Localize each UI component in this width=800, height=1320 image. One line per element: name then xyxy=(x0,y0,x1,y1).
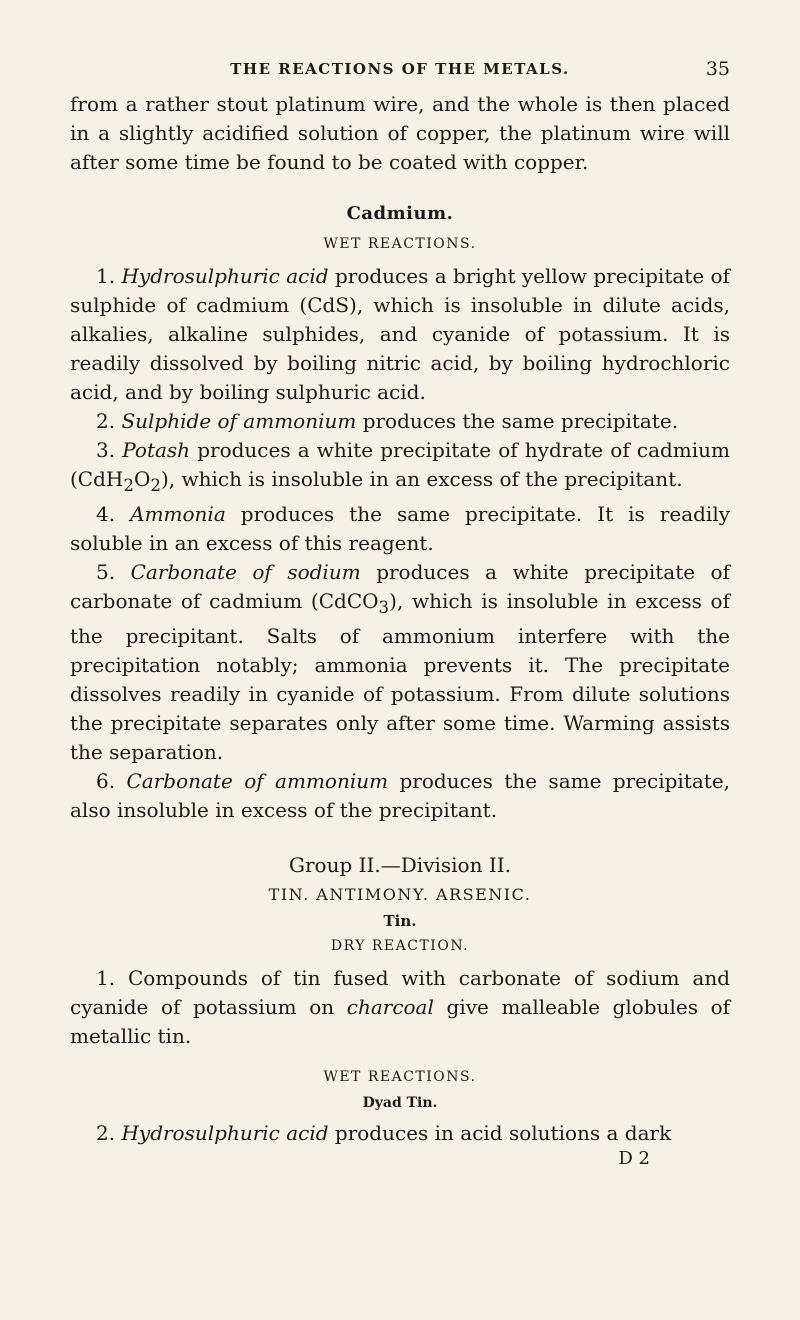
running-head xyxy=(70,0,730,90)
item-number: 3. xyxy=(96,438,116,462)
section-title-cadmium: Cadmium. xyxy=(346,203,454,224)
item-text: produces the same precipitate. xyxy=(362,409,679,433)
item-number: 1. xyxy=(96,264,116,288)
formula-subscript: 2 xyxy=(150,476,161,495)
cadmium-item-1 xyxy=(70,262,730,407)
section-title-tin: Tin. xyxy=(383,912,417,930)
page-number: 35 xyxy=(705,58,730,80)
wet-reactions-heading: WET REACTIONS. xyxy=(323,236,477,252)
item-text: produces the same precipitate. It is readily soluble in an excess of this reagent. xyxy=(70,502,731,555)
reagent-name: Carbonate of ammonium xyxy=(126,769,389,793)
tin-item-2 xyxy=(70,1119,730,1148)
item-number: 2. xyxy=(96,409,116,433)
item-text: produces the same precipitate, also insoluble in excess of the precipitant. xyxy=(70,769,731,822)
reagent-name: Hydrosulphuric acid xyxy=(121,264,329,288)
cadmium-item-4 xyxy=(70,500,730,558)
item-text: produces a white precipitate of hydrate of cadmium (CdH xyxy=(70,438,731,491)
group-heading: Group II.—Division II. xyxy=(288,853,511,877)
item-number: 4. xyxy=(96,502,116,526)
running-head-title: THE REACTIONS OF THE METALS. xyxy=(230,60,570,78)
reagent-name: Sulphide of ammonium xyxy=(121,409,357,433)
dry-reaction-heading: DRY REACTION. xyxy=(330,938,470,954)
item-number: 1. xyxy=(96,966,116,990)
item-number: 5. xyxy=(96,560,116,584)
reagent-name: Potash xyxy=(122,438,191,462)
emphasis: charcoal xyxy=(346,995,434,1019)
dyad-tin-heading: Dyad Tin. xyxy=(362,1095,438,1111)
cadmium-item-5 xyxy=(70,558,730,767)
item-number: 2. xyxy=(96,1121,116,1145)
item-number: 6. xyxy=(96,769,116,793)
formula-subscript: 2 xyxy=(123,476,134,495)
formula-part: O xyxy=(133,467,151,491)
cadmium-item-6 xyxy=(70,767,730,825)
opening-paragraph: from a rather stout platinum wire, and the whole is then placed in a slightly acidified solution of copper, the platinum wire will after some time be found to be coated with copper. xyxy=(70,92,730,174)
tin-wet-reactions-heading: WET REACTIONS. xyxy=(323,1069,477,1085)
cadmium-item-3 xyxy=(70,436,730,500)
item-text: produces a bright yellow precipitate of sulphide of cadmium (CdS), which is insoluble in dilute acids, alkalies, alkaline sulphides, and cyanide of potassium. It is readily dissolved by boiling nitric acid, by boiling hydrochloric acid, and by boiling sulphuric acid. xyxy=(70,264,730,404)
item-text: produces a white precipitate of carbonate of cadmium (CdCO xyxy=(70,560,731,613)
cadmium-item-2 xyxy=(70,407,730,436)
formula-subscript: 3 xyxy=(378,598,390,617)
reagent-name: Ammonia xyxy=(130,502,226,526)
item-text: ), which is insoluble in excess of the precipitant. Salts of ammonium interfere with the precipitation notably; ammonia prevents it. The precipitate dissolves readily in cyanide of potassium. From dilute solutions the precipitate separates only after some time. Warming assists the separation. xyxy=(70,589,730,764)
tin-item-1 xyxy=(70,964,730,1051)
group-metals: TIN. ANTIMONY. ARSENIC. xyxy=(268,885,532,904)
item-text: produces in acid solutions a dark xyxy=(334,1121,672,1145)
item-text: ), which is insoluble in an excess of the precipitant. xyxy=(160,467,683,491)
reagent-name: Hydrosulphuric acid xyxy=(121,1121,329,1145)
signature-mark: D 2 xyxy=(618,1148,650,1169)
item-text: Compounds of tin fused with carbonate of sodium and cyanide of potassium on xyxy=(70,966,731,1019)
reagent-name: Carbonate of sodium xyxy=(130,560,361,584)
item-text: give malleable globules of metallic tin. xyxy=(70,995,731,1048)
